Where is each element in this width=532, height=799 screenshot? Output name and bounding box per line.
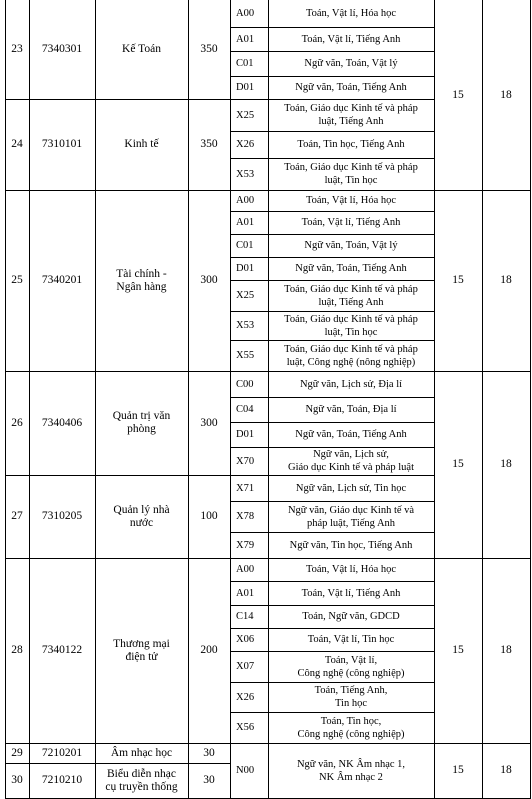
- program-name: Quản trị văn phòng: [112, 410, 171, 435]
- program-quota: 30: [203, 746, 215, 759]
- row-number: 27: [11, 510, 23, 522]
- combo-subjects: Toán, Vật lí, Công nghệ (công nghiệp): [297, 654, 405, 679]
- program-name: Kinh tế: [124, 138, 159, 150]
- combo-subjects: Toán, Tin học, Công nghệ (công nghiệp): [297, 715, 405, 740]
- combo-code: D01: [236, 263, 255, 274]
- score-threshold-a: 15: [452, 458, 464, 470]
- combo-subjects: Toán, Giáo dục Kinh tế và pháp luật, Tin học: [284, 162, 418, 186]
- combo-subjects: Toán, Giáo dục Kinh tế và pháp luật, Tiếng Anh: [284, 103, 418, 127]
- column-border: [530, 0, 531, 799]
- program-name: Biểu diễn nhạc cụ truyền thống: [105, 767, 178, 793]
- combo-code: X79: [236, 539, 255, 551]
- program-code: 7310101: [41, 138, 83, 150]
- combo-code: X07: [236, 661, 255, 672]
- program-code: 7340406: [41, 416, 83, 429]
- combo-subjects: Toán, Vật lí, Hóa học: [305, 195, 397, 206]
- combo-code: X25: [236, 109, 255, 121]
- program-name: Kế Toán: [122, 43, 161, 55]
- combo-subjects: Ngữ văn, NK Âm nhạc 1, NK Âm nhạc 2: [296, 758, 406, 783]
- combo-subjects: Ngữ văn, Lịch sử, Tin học: [295, 482, 407, 494]
- score-threshold-b: 18: [500, 764, 512, 776]
- row-number: 24: [11, 138, 23, 150]
- combo-code: X53: [236, 320, 255, 331]
- program-code: 7340201: [41, 274, 83, 286]
- combo-code: X25: [236, 290, 255, 301]
- combo-subjects: Toán, Vật lí, Hóa học: [305, 8, 397, 19]
- score-threshold-b: 18: [500, 458, 512, 470]
- combo-code: A00: [236, 564, 255, 575]
- program-code: 7340122: [41, 644, 83, 656]
- program-name: Thương mại điện tử: [113, 637, 170, 663]
- combo-code: X53: [236, 168, 255, 180]
- combo-code: X26: [236, 691, 255, 703]
- combo-subjects: Toán, Tiếng Anh, Tin học: [314, 685, 388, 709]
- program-quota: 300: [200, 274, 218, 286]
- program-code: 7340301: [41, 43, 83, 55]
- row-number: 26: [11, 416, 23, 429]
- program-name: Tài chính - Ngân hàng: [116, 267, 167, 293]
- combo-code: A00: [236, 195, 255, 206]
- combo-code: X55: [236, 350, 255, 361]
- row-number: 29: [11, 746, 23, 759]
- combo-code: X06: [236, 634, 255, 645]
- combo-subjects: Toán, Vật lí, Tiếng Anh: [301, 587, 401, 599]
- row-number: 23: [11, 43, 23, 55]
- program-quota: 350: [200, 43, 218, 55]
- combo-code: X78: [236, 511, 255, 522]
- combo-subjects: Ngữ văn, Toán, Tiếng Anh: [295, 429, 407, 440]
- program-name: Âm nhạc học: [110, 746, 173, 759]
- row-number: 28: [11, 644, 23, 656]
- combo-subjects: Ngữ văn, Giáo dục Kinh tế và pháp luật, Tiếng Anh: [287, 504, 415, 529]
- row-number: 30: [11, 774, 23, 786]
- combo-subjects: Toán, Giáo dục Kinh tế và pháp luật, Tiếng Anh: [284, 283, 418, 308]
- combo-subjects: Ngữ văn, Lịch sử, Giáo dục Kinh tế và pháp luật: [288, 449, 414, 473]
- score-threshold-b: 18: [500, 644, 512, 656]
- program-name: Quản lý nhà nước: [113, 503, 170, 529]
- score-threshold-a: 15: [452, 88, 464, 101]
- program-quota: 200: [200, 644, 218, 656]
- combo-subjects: Ngữ văn, Toán, Tiếng Anh: [295, 263, 407, 274]
- combo-subjects: Ngữ văn, Toán, Địa lí: [305, 404, 397, 415]
- score-threshold-a: 15: [452, 644, 464, 656]
- combo-code: D01: [236, 82, 255, 93]
- score-threshold-a: 15: [452, 764, 464, 776]
- program-quota: 30: [203, 774, 215, 786]
- combo-code: C00: [236, 378, 254, 390]
- combo-subjects: Ngữ văn, Tin học, Tiếng Anh: [289, 539, 413, 551]
- combo-subjects: Toán, Tin học, Tiếng Anh: [297, 139, 405, 150]
- combo-code: C04: [236, 404, 254, 415]
- combo-subjects: Ngữ văn, Toán, Vật lý: [304, 58, 398, 69]
- program-quota: 300: [200, 416, 218, 429]
- score-threshold-b: 18: [500, 274, 512, 286]
- combo-subjects: Toán, Vật lí, Tin học: [307, 634, 395, 645]
- combo-code: X56: [236, 722, 255, 733]
- combo-subjects: Ngữ văn, Toán, Tiếng Anh: [295, 82, 407, 93]
- combo-code: A01: [236, 217, 255, 228]
- combo-subjects: Toán, Vật lí, Hóa học: [305, 564, 397, 575]
- combo-code: C01: [236, 240, 254, 251]
- program-quota: 350: [200, 138, 218, 150]
- program-code: 7210210: [41, 774, 83, 786]
- combo-code: X26: [236, 139, 255, 150]
- combo-subjects: Toán, Giáo dục Kinh tế và pháp luật, Tin học: [284, 313, 418, 338]
- combo-code: A00: [236, 8, 255, 19]
- combo-code: X70: [236, 455, 255, 467]
- row-number: 25: [11, 274, 23, 286]
- combo-code: C01: [236, 58, 254, 69]
- combo-subjects: Ngữ văn, Toán, Vật lý: [304, 240, 398, 251]
- score-threshold-a: 15: [452, 274, 464, 286]
- score-threshold-b: 18: [500, 88, 512, 101]
- combo-code: N00: [236, 765, 255, 776]
- combo-subjects: Toán, Giáo dục Kinh tế và pháp luật, Công nghệ (nông nghiệp): [284, 343, 418, 368]
- program-code: 7310205: [41, 510, 83, 522]
- program-code: 7210201: [41, 746, 83, 759]
- combo-code: D01: [236, 429, 255, 440]
- combo-subjects: Ngữ văn, Lịch sử, Địa lí: [299, 378, 403, 390]
- combo-subjects: Toán, Vật lí, Tiếng Anh: [301, 217, 401, 228]
- combo-subjects: Toán, Ngữ văn, GDCD: [302, 611, 400, 622]
- combo-subjects: Toán, Vật lí, Tiếng Anh: [301, 33, 401, 45]
- combo-code: C14: [236, 611, 254, 622]
- program-quota: 100: [200, 510, 218, 522]
- combo-code: A01: [236, 33, 255, 45]
- combo-code: X71: [236, 482, 255, 494]
- combo-code: A01: [236, 587, 255, 599]
